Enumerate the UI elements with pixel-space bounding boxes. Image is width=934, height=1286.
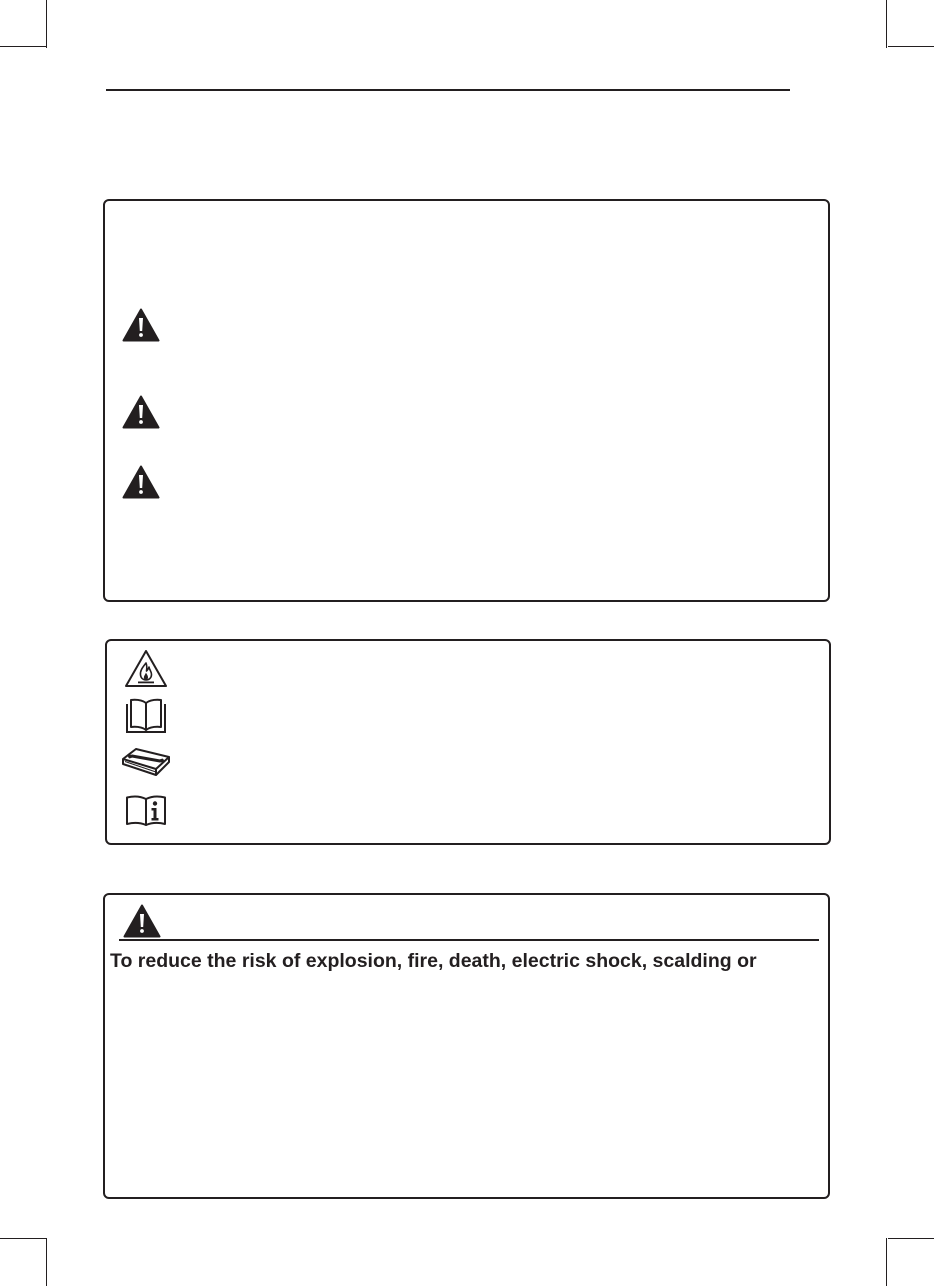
crop-mark	[888, 46, 934, 47]
warning-box	[103, 893, 830, 1199]
warning-triangle-icon	[122, 465, 160, 499]
safety-intro-box	[103, 199, 830, 602]
info-manual-icon	[124, 793, 168, 827]
warning-triangle-icon	[122, 308, 160, 342]
crop-mark	[46, 0, 47, 48]
warning-triangle-icon	[123, 904, 161, 938]
flammable-warning-icon	[124, 649, 168, 689]
warning-heading-rule	[119, 939, 819, 941]
header-rule	[106, 89, 790, 91]
crop-mark	[886, 1238, 887, 1286]
warning-intro-text: To reduce the risk of explosion, fire, death, electric shock, scalding or	[110, 950, 757, 972]
crop-mark	[0, 46, 46, 47]
symbols-box	[105, 639, 831, 845]
crop-mark	[0, 1238, 46, 1239]
read-manual-icon	[124, 697, 168, 735]
crop-mark	[888, 1238, 934, 1239]
crop-mark	[46, 1238, 47, 1286]
crop-mark	[886, 0, 887, 48]
warning-triangle-icon	[122, 395, 160, 429]
service-manual-icon	[120, 745, 172, 779]
